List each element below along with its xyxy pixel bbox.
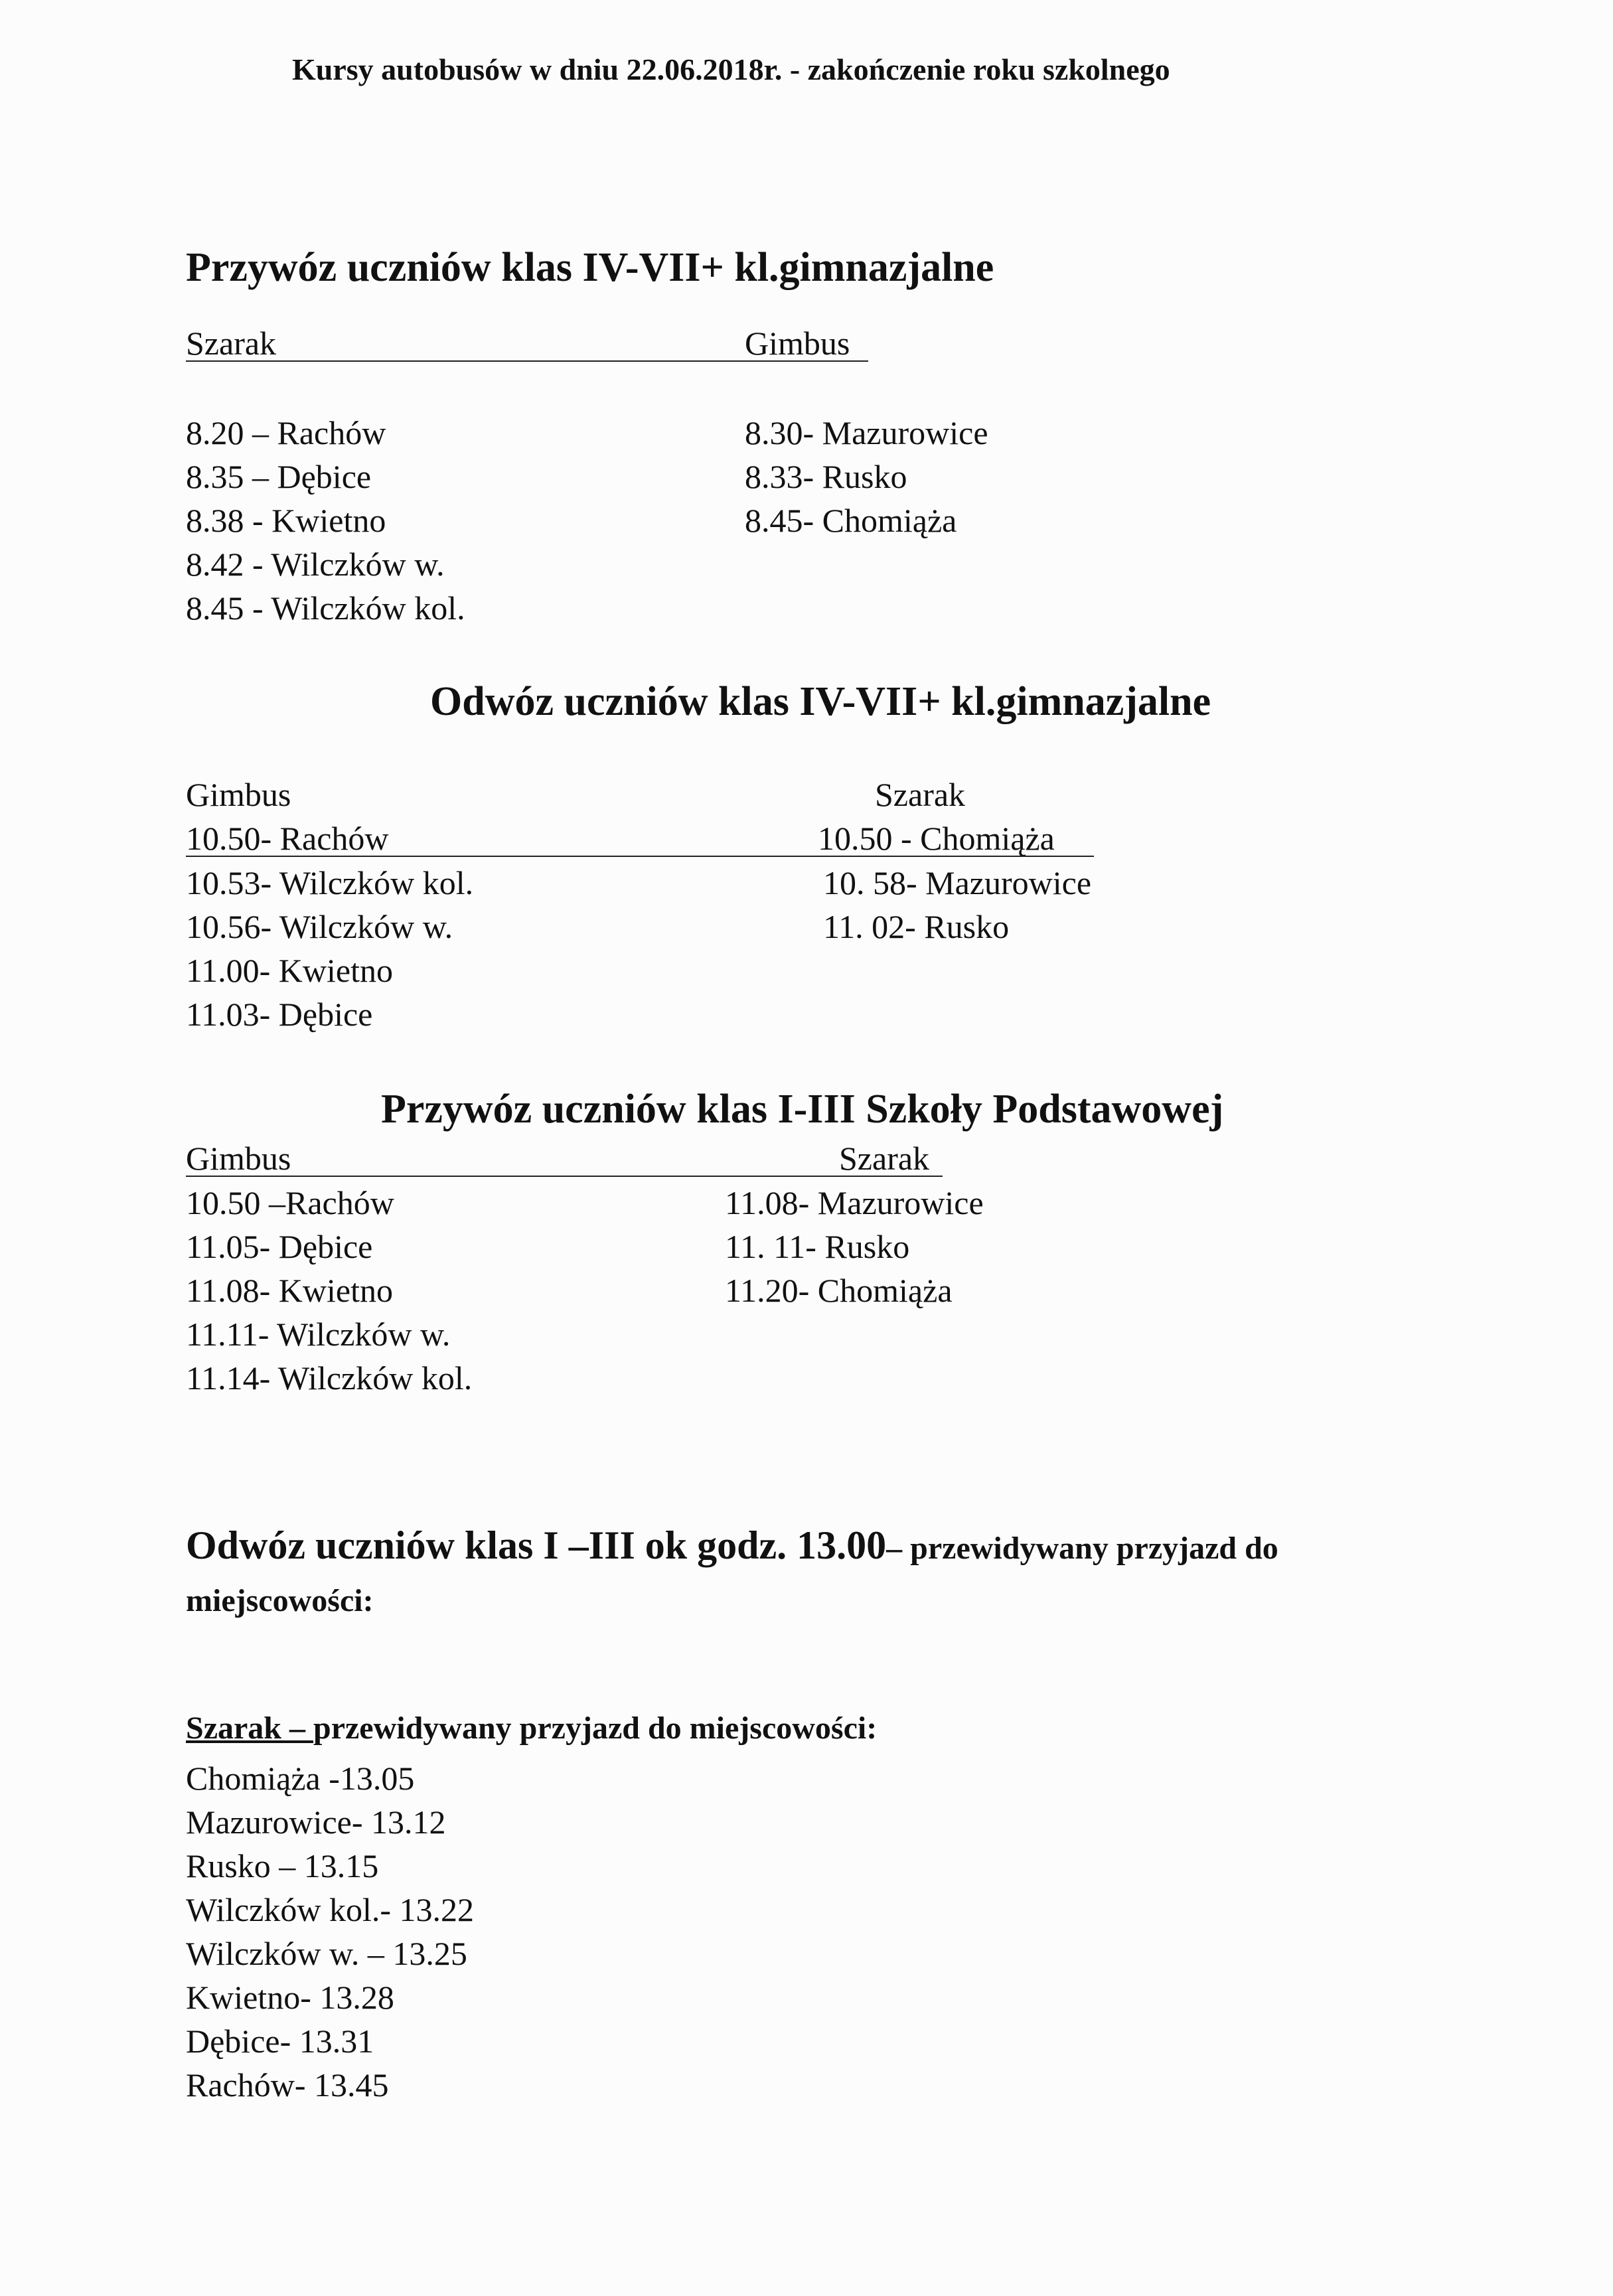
section2-underline <box>186 856 1094 857</box>
list-item: 11.03- Dębice <box>186 996 373 1033</box>
section3-heading: Przywóz uczniów klas I-III Szkoły Podstawowej <box>381 1087 1224 1132</box>
section5-heading <box>186 1710 877 1746</box>
list-item: Rachów- 13.45 <box>186 2066 389 2104</box>
list-item: 10.50 –Rachów <box>186 1184 394 1221</box>
list-item: 8.38 - Kwietno <box>186 502 386 539</box>
list-item: 10. 58- Mazurowice <box>823 864 1092 901</box>
section1-left-list <box>186 411 465 630</box>
section3-left-list <box>186 1181 472 1400</box>
section4-heading-tail: – przewidywany przyjazd do <box>886 1531 1278 1566</box>
section5-list <box>186 1756 474 2107</box>
section3-right-header: Szarak <box>839 1140 930 1177</box>
section2-left-list <box>186 861 473 1036</box>
list-item: Rusko – 13.15 <box>186 1847 379 1884</box>
list-item: 11. 11- Rusko <box>725 1228 910 1265</box>
section3-right-list <box>725 1181 984 1312</box>
list-item: 11.00- Kwietno <box>186 952 393 989</box>
list-item: 8.42 - Wilczków w. <box>186 546 445 583</box>
section1-right-list <box>745 411 988 542</box>
list-item: Wilczków kol.- 13.22 <box>186 1891 475 1928</box>
list-item: 8.35 – Dębice <box>186 458 372 495</box>
section4-heading-line2: miejscowości: <box>186 1583 374 1618</box>
list-item: 8.45 - Wilczków kol. <box>186 589 465 627</box>
list-item: 8.45- Chomiąża <box>745 502 957 539</box>
section2-right-header: Szarak <box>875 776 966 813</box>
list-item: 11.08- Kwietno <box>186 1272 393 1309</box>
list-item: 10.53- Wilczków kol. <box>186 864 474 901</box>
section3-left-header: Gimbus <box>186 1140 291 1177</box>
list-item: Dębice- 13.31 <box>186 2023 374 2060</box>
section2-right-list <box>823 861 1091 949</box>
page-title: Kursy autobusów w dniu 22.06.2018r. - zakończenie roku szkolnego <box>292 52 1170 86</box>
list-item: 8.30- Mazurowice <box>745 414 988 451</box>
list-item: Kwietno- 13.28 <box>186 1979 394 2016</box>
list-item: 11.05- Dębice <box>186 1228 373 1265</box>
section1-left-header: Szarak <box>186 325 277 362</box>
list-item: 11. 02- Rusko <box>823 908 1010 945</box>
section2-heading: Odwóz uczniów klas IV-VII+ kl.gimnazjalne <box>430 679 1211 724</box>
list-item: Wilczków w. – 13.25 <box>186 1935 467 1972</box>
list-item: 8.33- Rusko <box>745 458 907 495</box>
section4-heading-main: Odwóz uczniów klas I –III ok godz. 13.00 <box>186 1523 887 1567</box>
list-item: Mazurowice- 13.12 <box>186 1803 446 1841</box>
list-item: 11.20- Chomiąża <box>725 1272 953 1309</box>
section1-underline <box>186 360 868 362</box>
list-item: 11.14- Wilczków kol. <box>186 1359 473 1397</box>
section4-heading <box>186 1523 1278 1569</box>
list-item: 11.11- Wilczków w. <box>186 1316 451 1353</box>
list-item: Chomiąża -13.05 <box>186 1760 415 1797</box>
list-item: 8.20 – Rachów <box>186 414 386 451</box>
section2-left-first: 10.50- Rachów <box>186 820 389 857</box>
section2-right-first: 10.50 - Chomiąża <box>818 820 1055 857</box>
section2-left-header: Gimbus <box>186 776 291 813</box>
list-item: 10.56- Wilczków w. <box>186 908 453 945</box>
section3-underline <box>186 1176 943 1177</box>
section1-right-header: Gimbus <box>745 325 850 362</box>
section5-label-tail: przewidywany przyjazd do miejscowości: <box>313 1711 878 1746</box>
list-item: 11.08- Mazurowice <box>725 1184 984 1221</box>
section5-label: Szarak – <box>186 1711 313 1746</box>
section1-heading: Przywóz uczniów klas IV-VII+ kl.gimnazjalne <box>186 245 994 290</box>
